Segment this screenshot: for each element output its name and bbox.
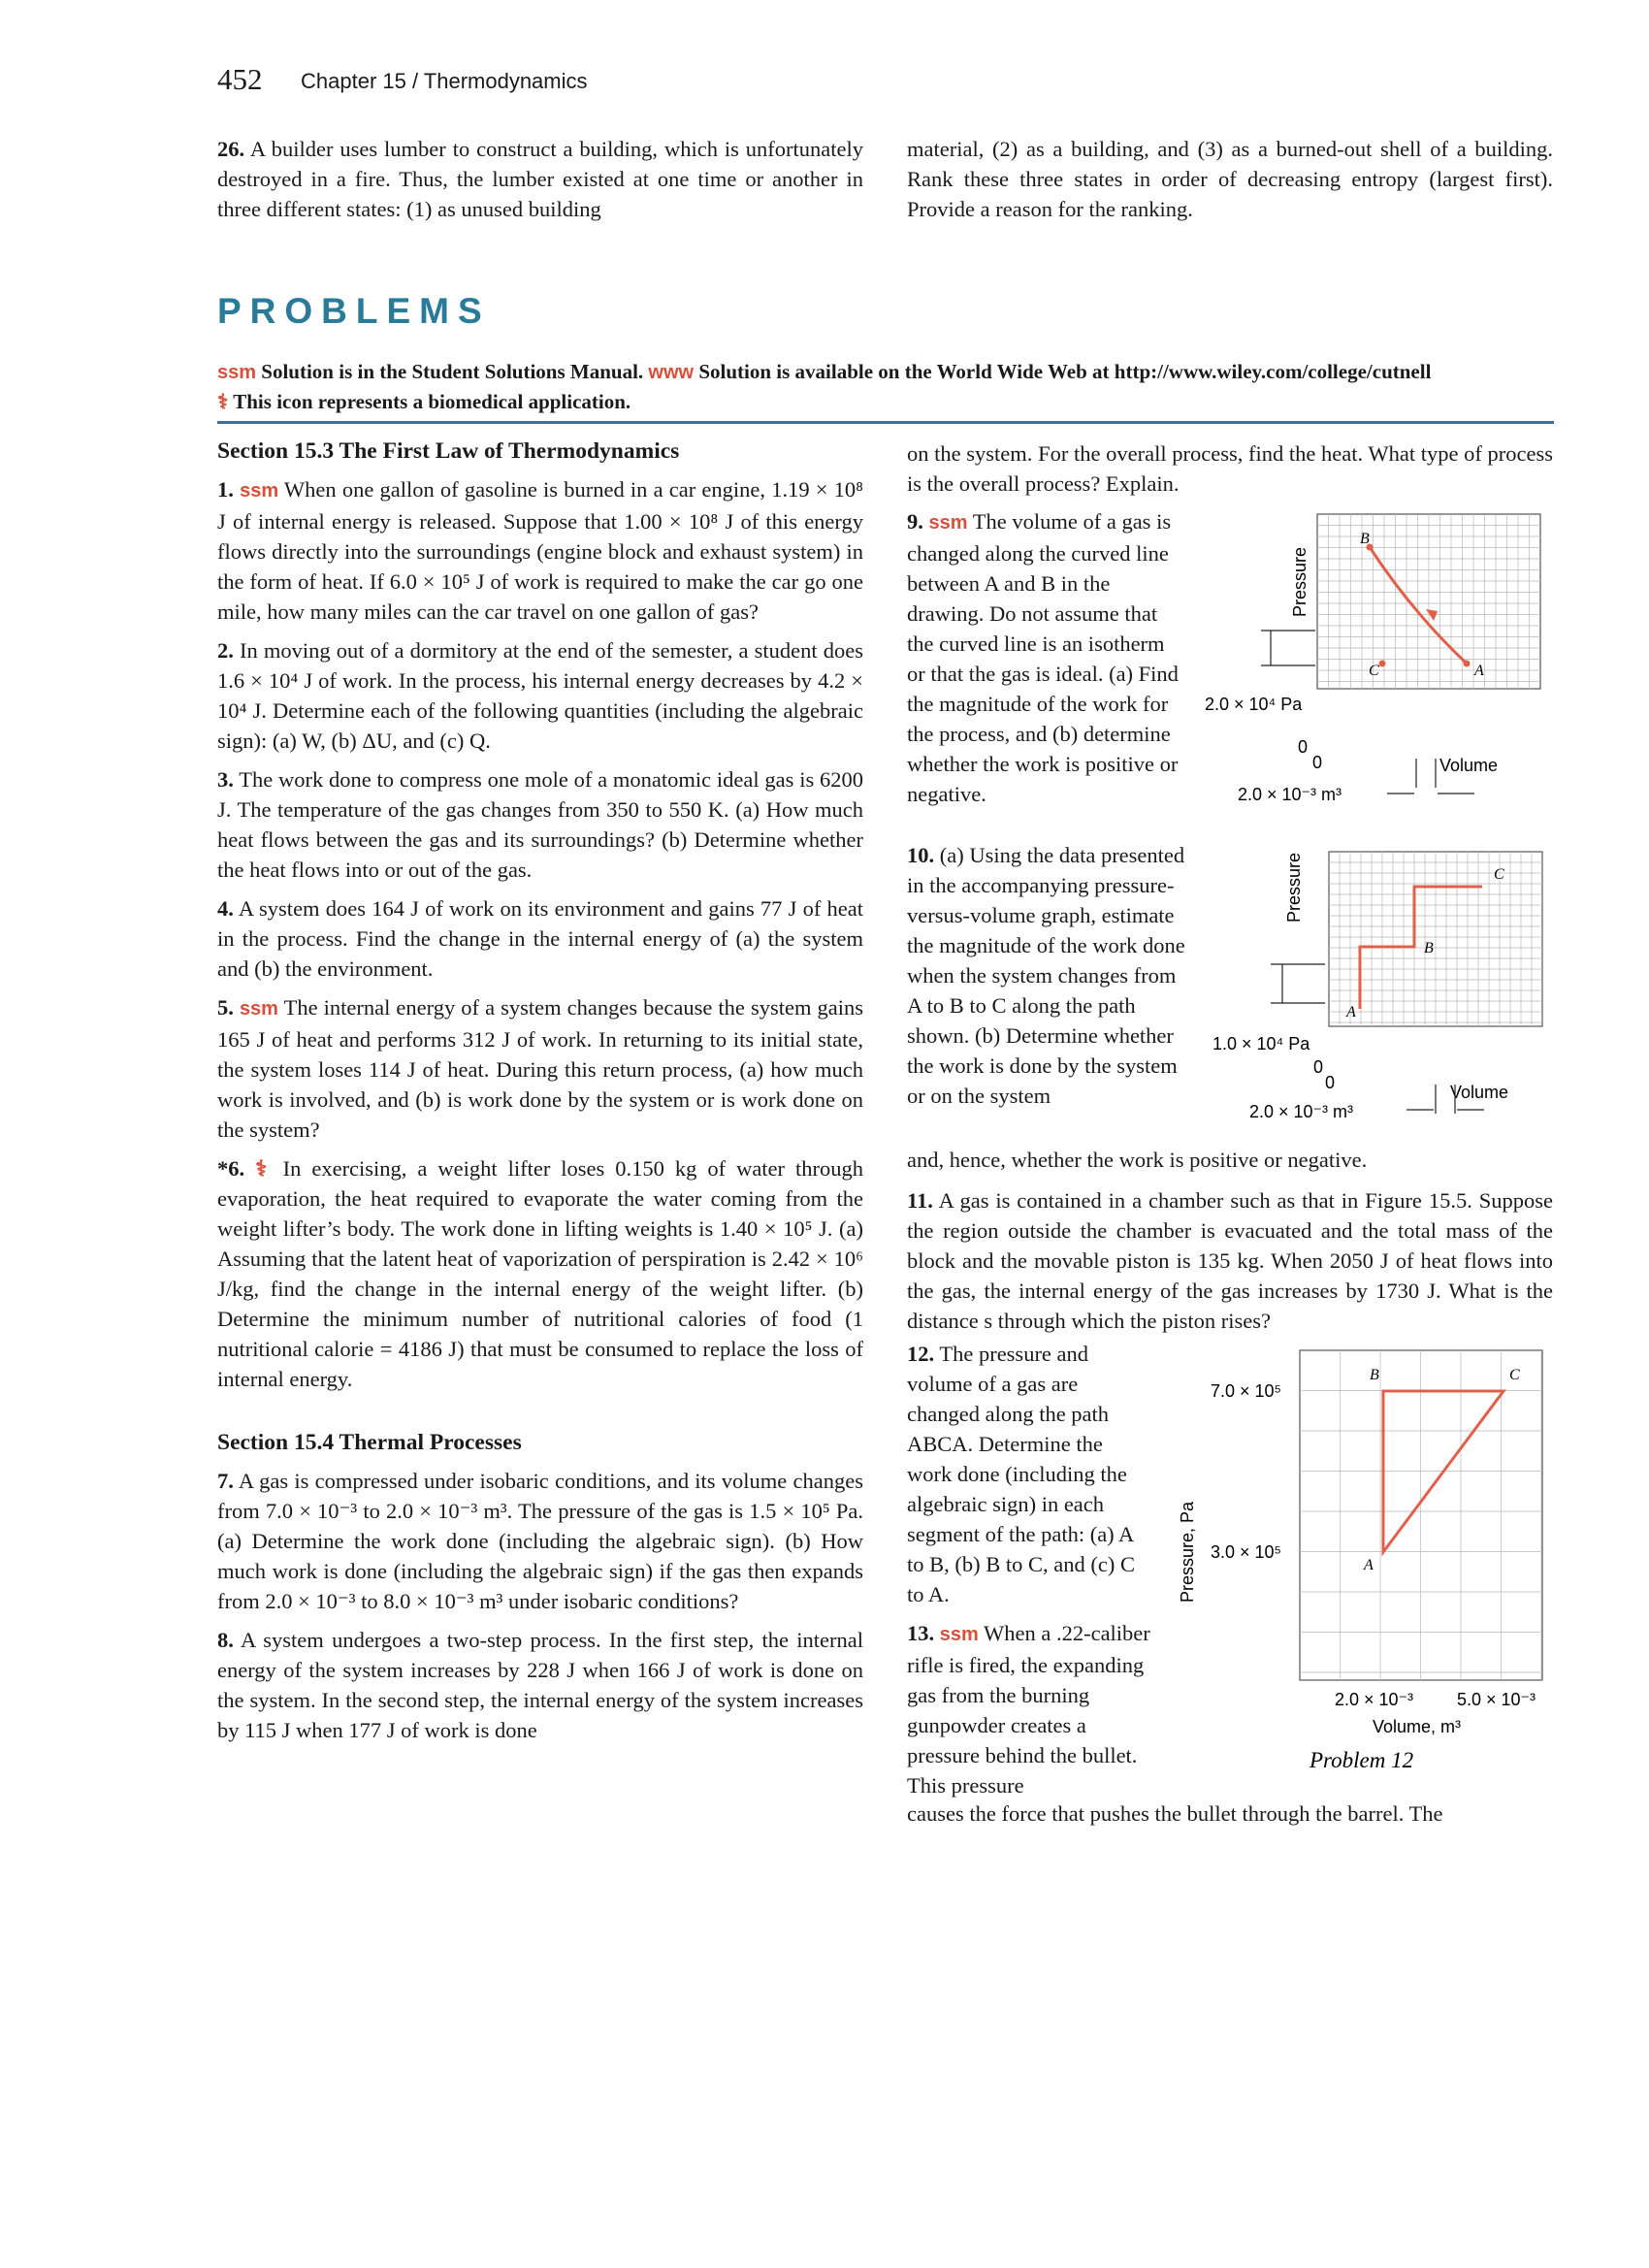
fig12-path bbox=[1383, 1391, 1504, 1552]
problem-6: *6. ⚕ In exercising, a weight lifter loses 0.150 kg of water through evaporation, the heat required to evaporate the water coming from the weight lifter’s body. The work done in lifting weights is 1.40 × 10⁵ J. (a) Assuming that the latent heat of vaporization of perspiration is 2.42 × 10⁶ J/kg, find the change in the internal energy of the weight lifter. (b) Determine the minimum number of nutritional calories of food (1 nutritional calorie = 4186 J) that must be consumed to replace the loss of internal energy. bbox=[217, 1156, 864, 1391]
fig10-v-scale: 2.0 × 10⁻³ m³ bbox=[1249, 1102, 1354, 1121]
ssm-badge: ssm bbox=[939, 1624, 979, 1645]
question-26-right: material, (2) as a building, and (3) as a burned-out shell of a building. Rank these three states in order of decreasing entropy (largest first). Provide a reason for the ranking. bbox=[907, 137, 1553, 221]
page-number: 452 bbox=[217, 62, 263, 96]
fig10-x-axis-label: Volume bbox=[1450, 1083, 1509, 1102]
fig9-zero-v: 0 bbox=[1312, 753, 1323, 772]
section-15-4-heading: Section 15.4 Thermal Processes bbox=[217, 1430, 522, 1455]
fig12-y-axis-label: Pressure, Pa bbox=[1178, 1501, 1197, 1604]
question-26-left bbox=[217, 134, 863, 224]
fig9-x-axis-label: Volume bbox=[1439, 756, 1499, 775]
ssm-badge: ssm bbox=[240, 480, 279, 502]
fig10-label-b: B bbox=[1424, 940, 1434, 956]
fig9-v-scale: 2.0 × 10⁻³ m³ bbox=[1238, 785, 1342, 804]
problem-9: 9. ssm The volume of a gas is changed along the curved line between A and B in the drawing. Do not assume that the curved line is an isotherm or that the gas is ideal. (a) Find the magnitude of the work for the process, and (b) determine whether the work is positive or negative. bbox=[907, 509, 1179, 806]
www-legend-text: Solution is available on the World Wide Web at http://www.wiley.com/college/cutnell bbox=[698, 360, 1432, 383]
fig10-y-axis-label: Pressure bbox=[1284, 852, 1304, 923]
problem-3: 3. The work done to compress one mole of a monatomic ideal gas is 6200 J. The temperature of the gas changes from 350 to 550 K. (a) How much heat flows between the gas and its surroundings? (b) Determine whether the heat flows into or out of the gas. bbox=[217, 767, 863, 882]
biomedical-icon: ⚕ bbox=[217, 390, 229, 413]
problem-8: 8. A system undergoes a two-step process. In the first step, the internal energy of the system increases by 228 J when 166 J of work is done on the system. In the second step, the internal energy of the system increases by 115 J when 177 J of work is done bbox=[217, 1628, 864, 1742]
section-15-3-heading: Section 15.3 The First Law of Thermodynamics bbox=[217, 438, 680, 464]
problem-10: 10. (a) Using the data presented in the accompanying pressure-versus-volume graph, estimate the magnitude of the work done when the system changes from A to B to C along the path shown. (b) Determine whether the work is done by the system or on the system bbox=[907, 843, 1185, 1108]
legend-line-1 bbox=[217, 357, 1556, 387]
fig9-p-scale: 2.0 × 10⁴ Pa bbox=[1205, 695, 1303, 714]
fig9-point-a bbox=[1464, 661, 1471, 667]
fig10-zero-v: 0 bbox=[1325, 1073, 1336, 1092]
ssm-tag: ssm bbox=[217, 362, 257, 383]
biomedical-icon: ⚕ bbox=[255, 1156, 273, 1181]
fig12-label-a: A bbox=[1364, 1557, 1374, 1573]
problem-8-continued: on the system. For the overall process, find the heat. What type of process is the overall process? Explain. bbox=[907, 441, 1553, 496]
ssm-badge: ssm bbox=[239, 998, 278, 1020]
problem-1: 1. ssm When one gallon of gasoline is burned in a car engine, 1.19 × 10⁸ J of internal energy is released. Suppose that 1.00 × 10⁸ J of this energy flows directly into the surroundings (engine block and exhaust system) in the form of heat. If 6.0 × 10⁵ J of work is required to make the car go one mile, how many miles can the car travel on one gallon of gas? bbox=[217, 477, 864, 624]
problem-11: 11. A gas is contained in a chamber such as that in Figure 15.5. Suppose the region outside the chamber is evacuated and the total mass of the block and the movable piston is 135 kg. When 2050 J of heat flows into the gas, the internal energy of the gas increases by 1730 J. What is the distance s through which the piston rises? bbox=[907, 1188, 1553, 1333]
fig9-arrow bbox=[1426, 609, 1438, 621]
fig12-x-tick-2: 2.0 × 10⁻³ bbox=[1335, 1690, 1414, 1709]
legend bbox=[217, 357, 1556, 416]
problem-13: 13. ssm When a .22-caliber rifle is fired, the expanding gas from the burning gunpowder creates a pressure behind the bullet. This pressure bbox=[907, 1621, 1150, 1798]
figure-9-pv-graph bbox=[1193, 504, 1562, 815]
figure-12-pv-graph bbox=[1164, 1339, 1562, 1795]
bio-legend-text: This icon represents a biomedical application. bbox=[233, 390, 631, 413]
ssm-badge: ssm bbox=[928, 512, 968, 534]
fig12-y-tick-3: 3.0 × 10⁵ bbox=[1211, 1542, 1282, 1562]
fig12-y-tick-7: 7.0 × 10⁵ bbox=[1211, 1381, 1282, 1401]
fig9-label-c: C bbox=[1369, 663, 1379, 679]
problem-5: 5. ssm The internal energy of a system changes because the system gains 165 J of heat and performs 312 J of work. In returning to its initial state, the system loses 114 J of heat. During this return process, (a) how much work is involved, and (b) is work done by the system or is work done on the system? bbox=[217, 995, 864, 1142]
fig9-point-c bbox=[1379, 661, 1386, 667]
fig12-label-b: B bbox=[1370, 1367, 1379, 1383]
fig12-label-c: C bbox=[1509, 1367, 1520, 1383]
fig9-y-axis-label: Pressure bbox=[1290, 546, 1310, 618]
problem-10-continued: and, hence, whether the work is positive or negative. bbox=[907, 1148, 1368, 1172]
problem-12: 12. The pressure and volume of a gas are changed along the path ABCA. Determine the work done (including the algebraic sign) in each segment of the path: (a) A to B, (b) B to C, and (c) C to A. bbox=[907, 1342, 1135, 1606]
fig9-label-b: B bbox=[1360, 531, 1370, 547]
question-26-text: A builder uses lumber to construct a building, which is unfortunately destroyed in a fire. Thus, the lumber existed at one time or another in three different states: (1) as unused building bbox=[217, 137, 863, 221]
www-tag: www bbox=[648, 362, 695, 383]
fig12-x-tick-5: 5.0 × 10⁻³ bbox=[1457, 1690, 1536, 1709]
section-divider bbox=[217, 421, 1554, 424]
fig9-label-a: A bbox=[1474, 663, 1484, 679]
question-26-number: 26. bbox=[217, 137, 245, 161]
figure-10-pv-graph bbox=[1203, 844, 1562, 1135]
problem-13-continued: causes the force that pushes the bullet through the barrel. The bbox=[907, 1801, 1443, 1826]
problems-heading: PROBLEMS bbox=[217, 291, 491, 331]
fig10-p-scale: 1.0 × 10⁴ Pa bbox=[1212, 1034, 1310, 1053]
fig9-zero-p: 0 bbox=[1298, 737, 1309, 757]
legend-line-2 bbox=[217, 387, 1556, 416]
fig12-caption: Problem 12 bbox=[1310, 1748, 1414, 1772]
problem-2: 2. In moving out of a dormitory at the end of the semester, a student does 1.6 × 10⁴ J of work. In the process, his internal energy decreases by 4.2 × 10⁴ J. Determine each of the following quantities (including the algebraic sign): (a) W, (b) ΔU, and (c) Q. bbox=[217, 638, 863, 753]
fig10-zero-p: 0 bbox=[1313, 1057, 1324, 1077]
ssm-legend-text: Solution is in the Student Solutions Manual. bbox=[261, 360, 644, 383]
fig12-x-axis-label: Volume, m³ bbox=[1373, 1717, 1462, 1736]
chapter-title: Chapter 15 / Thermodynamics bbox=[301, 69, 588, 93]
fig10-label-c: C bbox=[1494, 866, 1504, 883]
left-column bbox=[217, 438, 863, 1754]
problem-7: 7. A gas is compressed under isobaric conditions, and its volume changes from 7.0 × 10⁻³ to 2.0 × 10⁻³ m³. The pressure of the gas is 1.5 × 10⁵ Pa. (a) Determine the work done (including the algebraic sign). (b) How much work is done (including the algebraic sign) if the gas then expands from 2.0 × 10⁻³ to 8.0 × 10⁻³ m³ under isobaric conditions? bbox=[217, 1469, 863, 1613]
fig10-label-a: A bbox=[1346, 1004, 1356, 1021]
problem-4: 4. A system does 164 J of work on its environment and gains 77 J of heat in the process. Find the change in the internal energy of (a) the system and (b) the environment. bbox=[217, 896, 863, 981]
